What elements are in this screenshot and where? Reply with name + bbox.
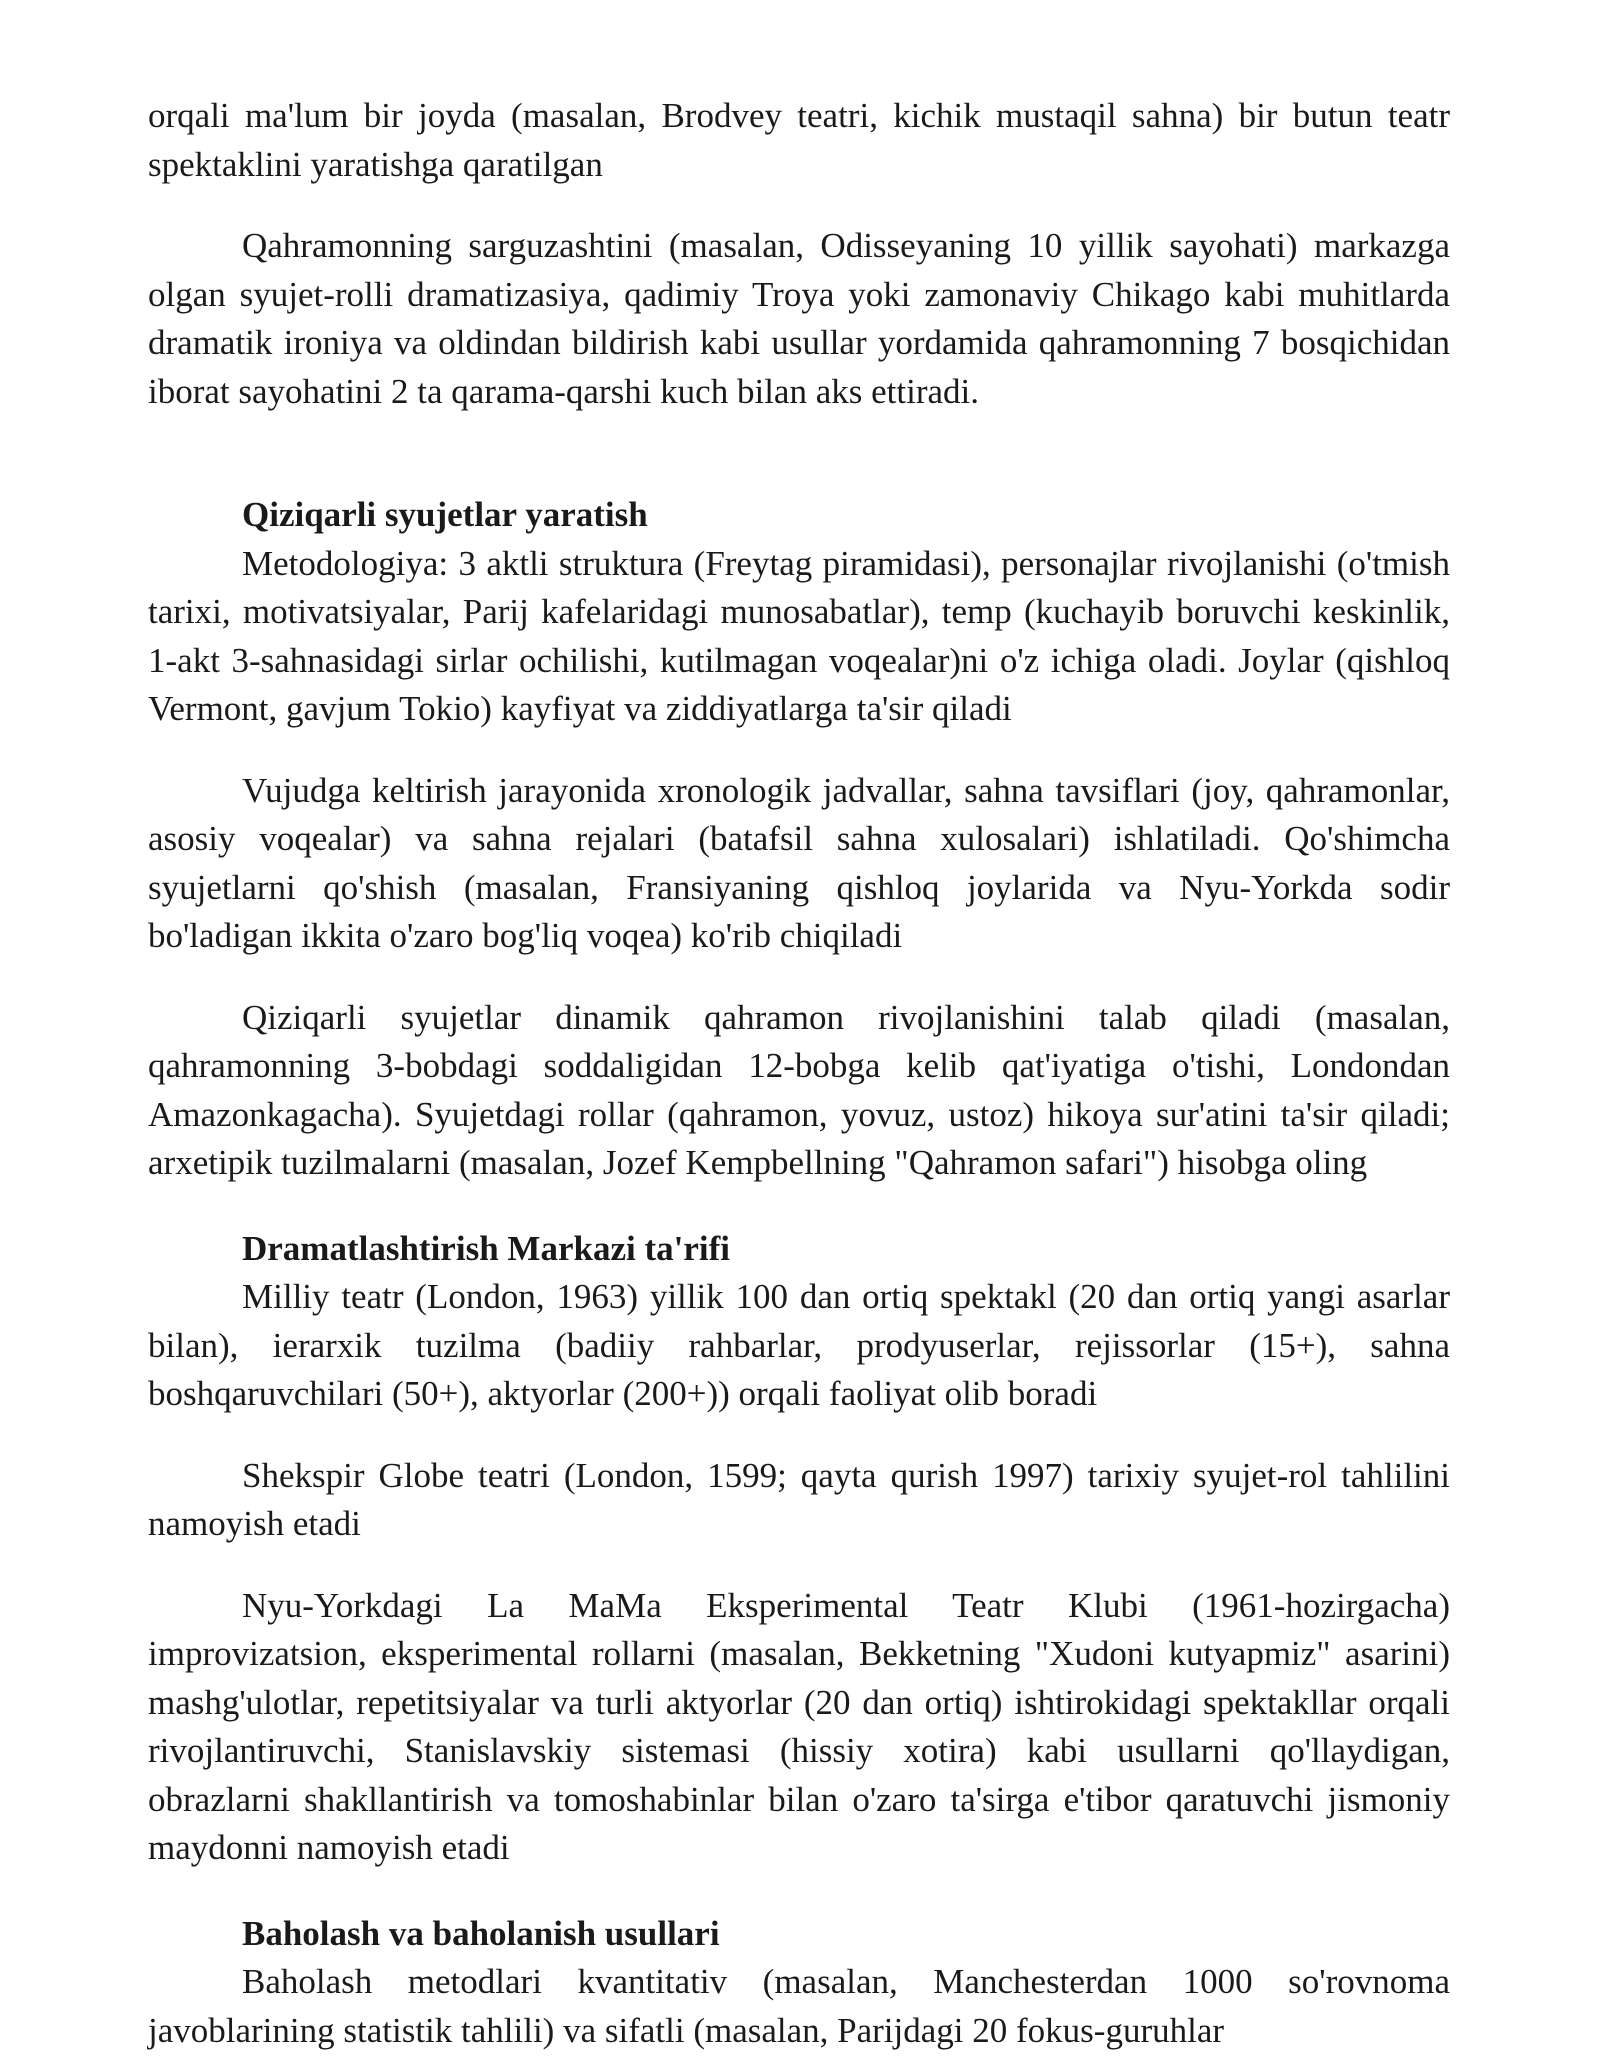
paragraph-odyssey-dramatization: Qahramonning sarguzashtini (masalan, Odisseyaning 10 yillik sayohati) markazga olgan syujet-rolli dramatizasiya, qadimiy Troya yoki zamonaviy Chikago kabi muhitlarda dramatik ironiya va oldindan bildirish kabi usullar yordamida qahramonning 7 bosqichidan iborat sayohatini 2 ta qarama-qarshi kuch bilan aks ettiradi. [148,226,1450,411]
paragraph-continuation: orqali ma'lum bir joyda (masalan, Brodvey teatri, kichik mustaqil sahna) bir butun teatr spektaklini yaratishga qaratilgan [148,96,1450,184]
paragraph-character-development: Qiziqarli syujetlar dinamik qahramon rivojlanishini talab qiladi (masalan, qahramonning 3-bobdagi soddaligidan 12-bobga kelib qat'iyatiga o'tishi, Londondan Amazonkagacha). Syujetdagi rollar (qahramon, yovuz, ustoz) hikoya sur'atini ta'sir qiladi; arxetipik tuzilmalarni (masalan, Jozef Kempbellning "Qahramon safari") hisobga oling [148,997,1450,1182]
section-heading-dramatization-center: Dramatlashtirish Markazi ta'rifi [242,1228,730,1268]
section-heading-plots: Qiziqarli syujetlar yaratish [242,495,648,534]
paragraph-globe-theatre: Shekspir Globe teatri (London, 1599; qayta qurish 1997) tarixiy syujet-rol tahlilini namoyish etadi [148,1455,1450,1543]
paragraph-la-mama: Nyu-Yorkdagi La MaMa Eksperimental Teatr Klubi (1961-hozirgacha) improvizatsion, eksperimental rollarni (masalan, Bekketning "Xudoni kutyapmiz" asarini) mashg'ulotlar, repetitsiyalar va turli aktyorlar (20 dan ortiq) ishtirokidagi spektakllar orqali rivojlantiruvchi, Stanislavskiy sistemasi (hissiy xotira) kabi usullarni qo'llaydigan, obrazlarni shakllantirish va tomoshabinlar bilan o'zaro ta'sirga e'tibor qaratuvchi jismoniy maydonni namoyish etadi [148,1585,1450,1867]
document-body [148,92,1450,2055]
paragraph-creation-process: Vujudga keltirish jarayonida xronologik jadvallar, sahna tavsiflari (joy, qahramonlar, asosiy voqealar) va sahna rejalari (batafsil sahna xulosalari) ishlatiladi. Qo'shimcha syujetlarni qo'shish (masalan, Fransiyaning qishloq joylarida va Nyu-Yorkda sodir bo'ladigan ikkita o'zaro bog'liq voqea) ko'rib chiqiladi [148,770,1450,955]
section-heading-evaluation: Baholash va baholanish usullari [242,1913,720,1953]
paragraph-methodology: Metodologiya: 3 aktli struktura (Freytag piramidasi), personajlar rivojlanishi (o'tmish tarixi, motivatsiyalar, Parij kafelaridagi munosabatlar), temp (kuchayib boruvchi keskinlik, 1-akt 3-sahnasidagi sirlar ochilishi, kutilmagan voqealar)ni o'z ichiga oladi. Joylar (qishloq Vermont, gavjum Tokio) kayfiyat va ziddiyatlarga ta'sir qiladi [148,543,1450,728]
paragraph-national-theatre: Milliy teatr (London, 1963) yillik 100 dan ortiq spektakl (20 dan ortiq yangi asarlar bilan), ierarxik tuzilma (badiiy rahbarlar, prodyuserlar, rejissorlar (15+), sahna boshqaruvchilari (50+), aktyorlar (200+)) orqali faoliyat olib boradi [148,1277,1450,1413]
paragraph-evaluation-methods: Baholash metodlari kvantitativ (masalan, Manchesterdan 1000 so'rovnoma javoblarining statistik tahlili) va sifatli (masalan, Parijdagi 20 fokus-guruhlar [148,1962,1450,2050]
